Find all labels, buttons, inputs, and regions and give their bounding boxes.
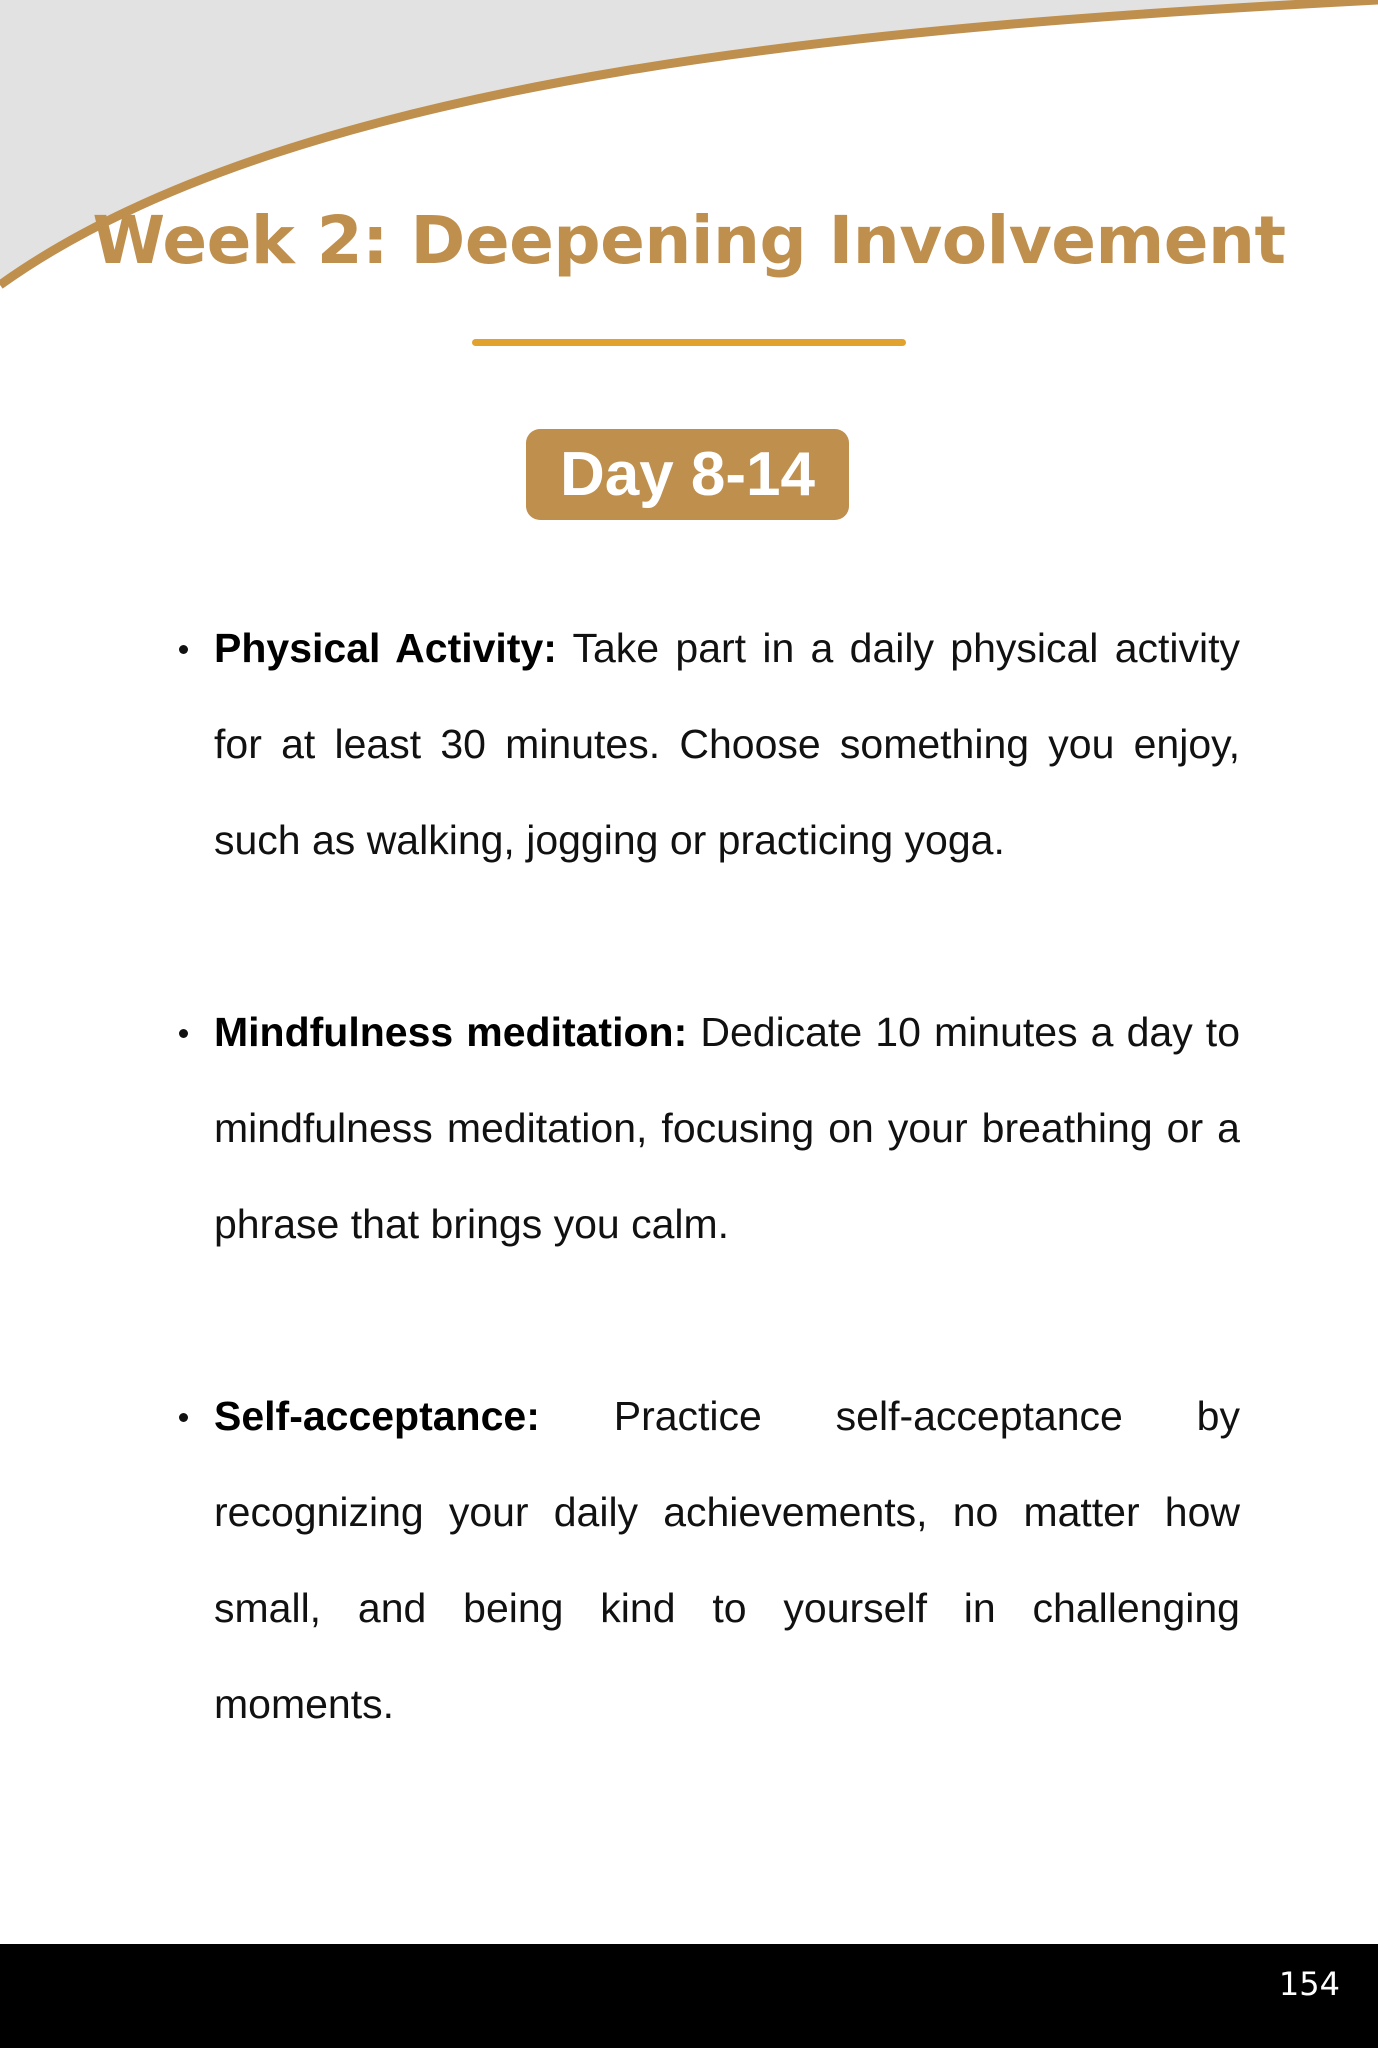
title-underline — [472, 339, 906, 346]
day-range-badge: Day 8-14 — [526, 429, 849, 520]
bullet-label: Self-acceptance: — [214, 1393, 540, 1439]
list-item-self-acceptance — [214, 1368, 1240, 1752]
bullet-label: Mindfulness meditation: — [214, 1009, 688, 1055]
bullet-text: Dedicate 10 minutes a day to mindfulness meditation, focusing on your breathing or a phrase that brings you calm. — [214, 1009, 1241, 1247]
bullet-text: Practice self-acceptance by recognizing your daily achievements, no matter how small, and being kind to yourself in challenging moments. — [214, 1393, 1240, 1727]
list-item-physical-activity — [214, 600, 1240, 888]
bullet-text: Take part in a daily physical activity for at least 30 minutes. Choose something you enjoy, such as walking, jogging or practicing yoga. — [214, 625, 1240, 863]
footer-bar — [0, 1944, 1378, 2048]
activity-list — [214, 600, 1240, 1848]
page-number: 154 — [1278, 1965, 1340, 2003]
list-item-mindfulness-meditation — [214, 984, 1240, 1272]
bullet-label: Physical Activity: — [214, 625, 557, 671]
page-title: Week 2: Deepening Involvement — [92, 202, 1286, 279]
